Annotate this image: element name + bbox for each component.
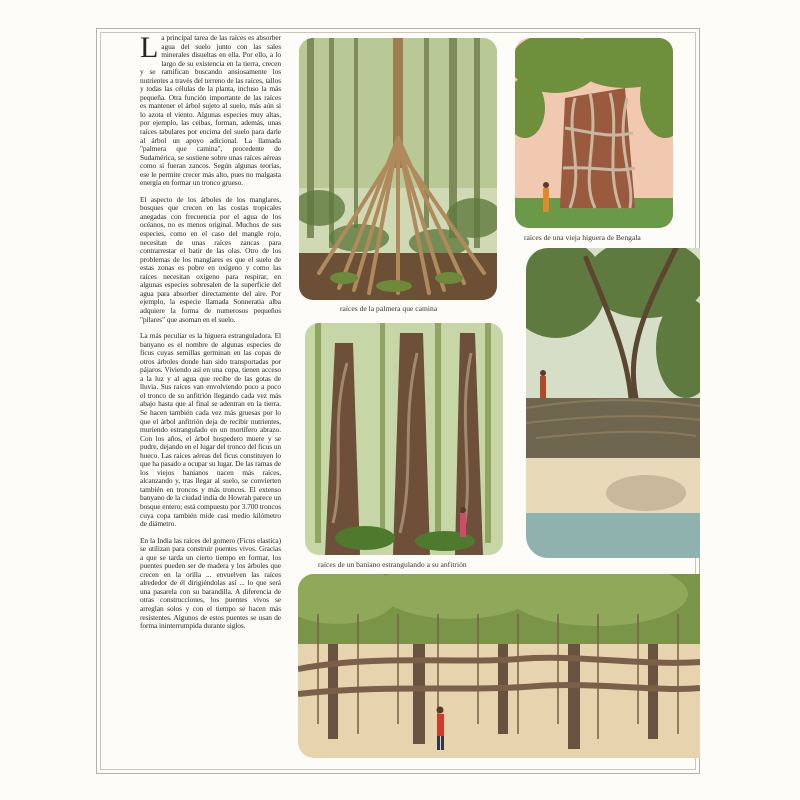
walking-palm-illustration xyxy=(299,38,497,300)
paragraph-4: En la India las raíces del gomero (Ficus elastica) se utilizan para construir puentes vivos. Gracias a que se tarda un cierto tiempo en formar, los puentes pueden ser de madera y los árboles que crecen en la orilla ... envuelven las raíces alrededor de él dirigiéndolas así ... lo que será una pasarela con su barandilla. A diferencia de otras construcciones, los puentes vivos se arreglan solos y con el tiempo se hacen más resistentes. Algunos de estos puentes se usan de forma ininterrumpida durante siglos. xyxy=(140,535,281,631)
caption-walking-palm: raíces de la palmera que camina xyxy=(340,304,438,313)
bengal-fig-illustration xyxy=(515,38,673,228)
paragraph-1 xyxy=(140,34,281,188)
banyan-forest-illustration xyxy=(298,574,700,758)
caption-banyan: raíces de un baniano estrangulando a su anfitrión xyxy=(318,560,467,569)
caption-bengal-fig: raíces de una vieja higuera de Bengala xyxy=(524,233,641,242)
drop-cap: L xyxy=(140,34,159,64)
paragraph-1-text: a principal tarea de las raíces es absorber agua del suelo junto con las sales minerales disueltas en ella. Por ello, a lo largo de su existencia en la tierra, crecen y se ramifican buscando ansiosamente los nutrientes a través del terreno de las raíces, tallos y todas las células de la planta, incluso la más pequeña. Otra función importante de las raíces es mantener el árbol sujeto al suelo, más aún si lo azota el viento. Algunas especies muy altas, por ejemplo, las ceibas, forman, además, unas raíces tabulares por encima del suelo para darle al árbol un apoyo adicional. La llamada "palmera que camina", procedente de Sudamérica, se sostiene sobre unas raíces aéreas como si fueran zancos. Según algunas teorías, ese le permite crecer más alto, pues no malgasta energía en formar un tronco grueso. xyxy=(140,34,281,188)
left-margin xyxy=(0,0,96,800)
strangler-banyan-illustration xyxy=(305,323,503,555)
text-column xyxy=(140,34,281,768)
paragraph-3: La más peculiar es la higuera estranguladora. El banyano es el nombre de algunas especies de ficus cuyas semillas germinan en las copas de otros árboles donde han sido transportadas por pájaros. Viviendo así en una copa, tienen acceso a la luz y al agua que recibe de las gotas de lluvia. Sus raíces van envolviendo poco a poco el tronco de su anfitrión llegando cada vez más abajo hasta que al final se adentran en la tierra. Se hacen también cada vez más gruesas por lo que el árbol anfitrión deja de recibir nutrientes, muriendo estrangulado en un mortífero abrazo. Con los años, el árbol hospedero muere y se pudre, dejando en el lugar del tronco del ficus un hueco. Las raíces aéreas del ficus constituyen lo que ha pasado a ocupar su lugar. De las ramas de los viejos banianos nacen más raíces, alcanzando y, tras llegar al suelo, se convierten también en troncos y más troncos. El extenso banyano de la ciudad india de Howrah parece un bosque entero; está compuesto por 3.700 troncos cuya copa también mide casi medio kilómetro de diámetro. xyxy=(140,331,281,529)
right-margin xyxy=(700,0,800,800)
paragraph-2: El aspecto de los árboles de los manglares, bosques que crecen en las costas tropicales anegadas con frecuencia por el agua de los océanos, no es menos original. Muchos de sus especies, como en el caso del mangle rojo, necesitan de unas raíces zancas para contrarrestar el batir de las olas. Otro de los problemas de los manglares es que el suelo de estas zonas es pobre en oxígeno y como las raíces necesitan oxígeno para respirar, en algunas especies sobresalen de la superficie del agua para absorber directamente del aire. Por ejemplo, la especie llamada Sonneratia alba adquiere la forma de numerosos pequeños "pilares" que asoman en el suelo. xyxy=(140,194,281,324)
root-bridge-illustration xyxy=(526,248,700,558)
